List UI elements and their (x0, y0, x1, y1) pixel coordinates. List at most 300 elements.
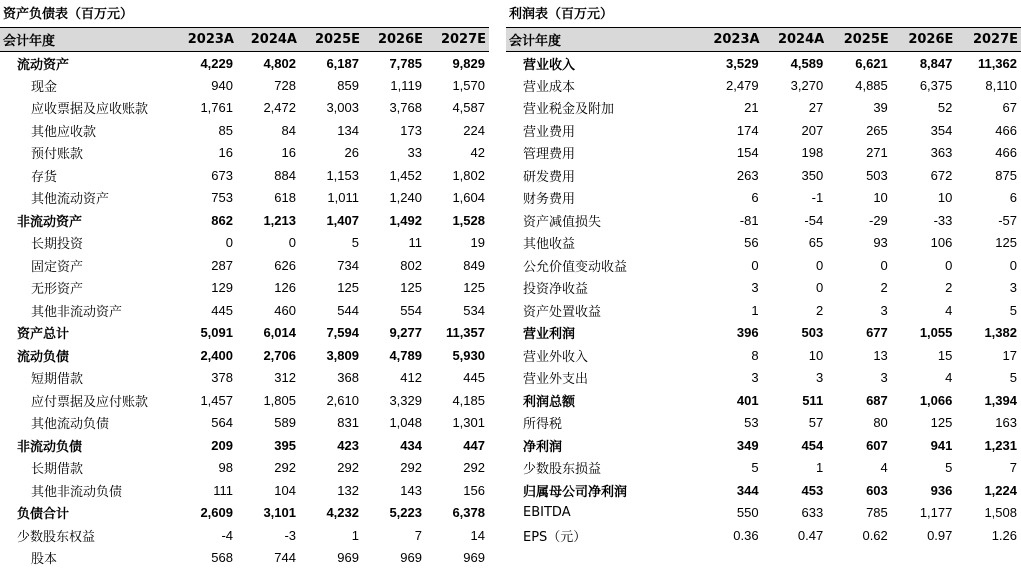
cell-value: 292 (400, 460, 422, 476)
cell-value: 1,301 (452, 415, 485, 431)
cell-value: 263 (736, 167, 759, 183)
cell-value: 98 (218, 460, 233, 476)
row-label: 现金 (31, 79, 58, 95)
cell-value: 56 (744, 235, 759, 251)
cell-value: 2 (945, 280, 953, 296)
cell-value: 3,101 (263, 505, 296, 521)
cell-value: 3 (1009, 280, 1017, 296)
cell-value: 33 (407, 145, 422, 161)
cell-value: 80 (873, 415, 888, 431)
cell-value: 57 (808, 415, 824, 431)
header-year: 2023A (174, 28, 237, 52)
balance-sheet-table (0, 27, 489, 569)
cell-value: 445 (463, 370, 485, 386)
cell-value: 3,768 (389, 100, 422, 116)
cell-value: 534 (463, 302, 485, 318)
cell-value: 802 (400, 257, 422, 273)
cell-value: 466 (995, 122, 1017, 138)
balance-sheet-title: 资产负债表（百万元） (3, 7, 134, 22)
cell-value: 3 (815, 370, 824, 386)
cell-value: 1,802 (452, 167, 485, 183)
cell-value: 287 (211, 257, 233, 273)
cell-value: 13 (873, 347, 888, 363)
cell-value: 1,153 (326, 167, 359, 183)
cell-value: 16 (218, 145, 233, 161)
cell-value: 618 (274, 190, 296, 206)
cell-value: 9,829 (452, 55, 485, 71)
cell-value: 1,224 (984, 482, 1017, 498)
table-row (506, 119, 1021, 142)
cell-value: 15 (937, 347, 953, 363)
cell-value: 6,375 (919, 77, 953, 93)
cell-value: 849 (463, 257, 485, 273)
balance-sheet-header-row (0, 28, 489, 52)
header-year: 2026E (363, 28, 426, 52)
cell-value: 4,587 (452, 100, 485, 116)
cell-value: 785 (866, 505, 888, 521)
cell-value: 3,529 (726, 55, 759, 71)
table-row (506, 164, 1021, 187)
cell-value: 4,232 (326, 505, 359, 521)
row-label: 利润总额 (523, 394, 576, 410)
table-row (506, 299, 1021, 322)
row-label: 营业外收入 (523, 349, 589, 365)
cell-value: 744 (274, 550, 296, 566)
row-label: 其他非流动资产 (31, 304, 123, 320)
cell-value: 544 (337, 302, 359, 318)
row-label: 非流动资产 (17, 214, 83, 230)
cell-value: 503 (866, 167, 888, 183)
cell-value: 104 (274, 482, 296, 498)
row-label: 营业外支出 (523, 372, 589, 388)
row-label: 所得税 (523, 417, 563, 433)
cell-value: 2,479 (726, 77, 759, 93)
cell-value: 423 (337, 437, 359, 453)
row-label: 流动负债 (17, 349, 70, 365)
cell-value: 969 (400, 550, 422, 566)
table-row (0, 412, 489, 435)
table-row (0, 277, 489, 300)
cell-value: 1 (751, 302, 759, 318)
header-year: 2024A (763, 28, 828, 52)
cell-value: 67 (1002, 100, 1017, 116)
cell-value: 395 (274, 437, 296, 453)
table-row (0, 187, 489, 210)
cell-value: 125 (337, 280, 359, 296)
cell-value: 4 (945, 370, 953, 386)
cell-value: 3 (880, 370, 888, 386)
cell-value: 0 (225, 235, 233, 251)
cell-value: 349 (736, 437, 759, 453)
cell-value: 8,110 (985, 77, 1017, 93)
table-row (0, 209, 489, 232)
table-row (506, 97, 1021, 120)
cell-value: 687 (866, 392, 888, 408)
cell-value: 969 (463, 550, 485, 566)
table-row (0, 524, 489, 547)
cell-value: 26 (344, 145, 359, 161)
cell-value: 125 (930, 415, 953, 431)
cell-value: 936 (930, 482, 953, 498)
cell-value: 1,805 (263, 392, 296, 408)
cell-value: 271 (866, 145, 888, 161)
table-row (0, 434, 489, 457)
table-row (506, 52, 1021, 75)
cell-value: 265 (866, 122, 888, 138)
table-row (506, 502, 1021, 525)
row-label: 少数股东权益 (17, 529, 96, 545)
cell-value: 7,785 (389, 55, 422, 71)
cell-value: 6 (751, 190, 759, 206)
table-row (506, 434, 1021, 457)
header-fiscal-year: 会计年度 (506, 28, 698, 52)
header-year: 2025E (827, 28, 892, 52)
table-row (0, 502, 489, 525)
cell-value: 85 (218, 122, 233, 138)
table-row (0, 142, 489, 165)
cell-value: 875 (995, 167, 1017, 183)
cell-value: 312 (274, 370, 296, 386)
cell-value: 5 (351, 235, 359, 251)
cell-value: 1,119 (390, 77, 422, 93)
cell-value: 401 (736, 392, 759, 408)
cell-value: 3 (751, 370, 759, 386)
cell-value: 14 (470, 527, 485, 543)
cell-value: 734 (337, 257, 359, 273)
cell-value: 1 (815, 460, 824, 476)
table-row (0, 119, 489, 142)
cell-value: 862 (211, 212, 233, 228)
row-label: 固定资产 (31, 259, 84, 275)
cell-value: 106 (930, 235, 953, 251)
cell-value: 3,270 (790, 77, 824, 93)
cell-value: 93 (873, 235, 888, 251)
cell-value: 4,802 (263, 55, 296, 71)
row-label: 其他非流动负债 (31, 484, 123, 500)
cell-value: 156 (463, 482, 485, 498)
row-label: 管理费用 (523, 147, 576, 163)
cell-value: 466 (995, 145, 1017, 161)
cell-value: 1,177 (919, 505, 953, 521)
cell-value: 0.62 (862, 527, 888, 543)
cell-value: 2,472 (263, 100, 296, 116)
cell-value: 8 (751, 347, 759, 363)
cell-value: 125 (463, 280, 485, 296)
income-statement-table (506, 27, 1021, 547)
row-label: 应付票据及应付账款 (31, 394, 149, 410)
cell-value: 0 (815, 257, 824, 273)
row-label: 短期借款 (31, 372, 84, 388)
cell-value: 1,407 (326, 212, 359, 228)
row-label: 流动资产 (17, 57, 70, 73)
row-label: 营业成本 (523, 79, 576, 95)
cell-value: 132 (337, 482, 359, 498)
table-row (0, 299, 489, 322)
row-label: 资产处置收益 (523, 304, 602, 320)
cell-value: 1,055 (919, 325, 953, 341)
header-year: 2024A (237, 28, 300, 52)
row-label: 其他应收款 (31, 124, 97, 140)
table-row (506, 389, 1021, 412)
row-label: 长期投资 (31, 237, 84, 253)
cell-value: 940 (211, 77, 233, 93)
table-row (506, 322, 1021, 345)
cell-value: 753 (211, 190, 233, 206)
cell-value: 633 (801, 505, 824, 521)
table-row (506, 277, 1021, 300)
cell-value: 11,362 (977, 55, 1017, 71)
cell-value: 1,011 (327, 190, 359, 206)
cell-value: 344 (736, 482, 759, 498)
row-label: 股本 (31, 552, 58, 568)
cell-value: 224 (463, 122, 485, 138)
table-row (506, 74, 1021, 97)
cell-value: 7 (1009, 460, 1017, 476)
cell-value: 4,885 (855, 77, 888, 93)
row-label: EBITDA (523, 505, 571, 521)
balance-sheet-panel (0, 0, 489, 569)
table-row (0, 389, 489, 412)
cell-value: 5 (751, 460, 759, 476)
row-label: 归属母公司净利润 (523, 484, 628, 500)
row-label: 公允价值变动收益 (523, 259, 628, 275)
table-row (0, 164, 489, 187)
row-label: 财务费用 (523, 192, 576, 208)
table-row (506, 412, 1021, 435)
cell-value: -33 (933, 212, 953, 228)
cell-value: 412 (400, 370, 422, 386)
cell-value: -54 (804, 212, 824, 228)
cell-value: 5 (1009, 370, 1017, 386)
cell-value: 1,452 (389, 167, 422, 183)
cell-value: 453 (801, 482, 824, 498)
cell-value: 5,223 (389, 505, 422, 521)
cell-value: 125 (400, 280, 422, 296)
cell-value: -1 (811, 190, 824, 206)
table-row (506, 142, 1021, 165)
cell-value: 207 (801, 122, 824, 138)
cell-value: 969 (337, 550, 359, 566)
table-row (0, 254, 489, 277)
income-statement-panel (506, 0, 1021, 547)
cell-value: 39 (873, 100, 888, 116)
cell-value: 831 (337, 415, 359, 431)
row-label: EPS（元） (523, 529, 587, 545)
cell-value: 209 (211, 437, 233, 453)
cell-value: 0 (1009, 257, 1017, 273)
cell-value: 7 (414, 527, 422, 543)
cell-value: 672 (930, 167, 953, 183)
cell-value: 564 (211, 415, 233, 431)
cell-value: 6,014 (263, 325, 296, 341)
cell-value: 16 (281, 145, 296, 161)
cell-value: 1 (351, 527, 359, 543)
row-label: 负债合计 (17, 507, 70, 523)
cell-value: 728 (274, 77, 296, 93)
row-label: 其他收益 (523, 237, 576, 253)
cell-value: 163 (995, 415, 1017, 431)
table-row (506, 254, 1021, 277)
cell-value: 445 (211, 302, 233, 318)
cell-value: 673 (211, 167, 233, 183)
cell-value: 27 (808, 100, 824, 116)
cell-value: 3 (880, 302, 888, 318)
cell-value: 52 (937, 100, 953, 116)
cell-value: 396 (736, 325, 759, 341)
cell-value: 3,329 (389, 392, 422, 408)
cell-value: 0 (288, 235, 296, 251)
cell-value: 3 (751, 280, 759, 296)
cell-value: 0.36 (733, 527, 759, 543)
cell-value: 511 (802, 392, 824, 408)
row-label: 营业利润 (523, 327, 576, 343)
cell-value: 434 (400, 437, 422, 453)
cell-value: 1,048 (389, 415, 422, 431)
cell-value: 941 (930, 437, 953, 453)
cell-value: 10 (937, 190, 953, 206)
row-label: 资产减值损失 (523, 214, 602, 230)
cell-value: 503 (801, 325, 824, 341)
cell-value: 111 (213, 482, 233, 498)
cell-value: 292 (463, 460, 485, 476)
header-year: 2023A (698, 28, 763, 52)
cell-value: 363 (930, 145, 953, 161)
table-row (506, 344, 1021, 367)
cell-value: 6,187 (326, 55, 359, 71)
row-label: 少数股东损益 (523, 462, 602, 478)
table-row (506, 367, 1021, 390)
row-label: 营业税金及附加 (523, 102, 615, 118)
row-label: 营业收入 (523, 57, 576, 73)
table-row (0, 322, 489, 345)
cell-value: 134 (337, 122, 359, 138)
cell-value: 2 (880, 280, 888, 296)
header-year: 2026E (892, 28, 957, 52)
cell-value: 7,594 (326, 325, 359, 341)
cell-value: 292 (274, 460, 296, 476)
cell-value: 17 (1002, 347, 1017, 363)
cell-value: 174 (736, 122, 759, 138)
table-row (0, 97, 489, 120)
table-row (0, 344, 489, 367)
cell-value: 1,240 (389, 190, 422, 206)
table-row (0, 367, 489, 390)
row-label: 应收票据及应收账款 (31, 102, 149, 118)
cell-value: 154 (736, 145, 759, 161)
cell-value: 454 (801, 437, 824, 453)
cell-value: 9,277 (389, 325, 422, 341)
cell-value: 5 (945, 460, 953, 476)
cell-value: 2 (815, 302, 824, 318)
income-statement-header-row (506, 28, 1021, 52)
cell-value: 84 (281, 122, 296, 138)
row-label: 营业费用 (523, 124, 576, 140)
row-label: 其他流动资产 (31, 192, 110, 208)
cell-value: 4 (945, 302, 953, 318)
balance-sheet-body (0, 52, 489, 569)
row-label: 无形资产 (31, 282, 84, 298)
cell-value: 2,400 (200, 347, 233, 363)
cell-value: 198 (801, 145, 824, 161)
cell-value: 350 (801, 167, 824, 183)
cell-value: 4,589 (790, 55, 824, 71)
cell-value: 143 (400, 482, 422, 498)
cell-value: 677 (866, 325, 888, 341)
cell-value: 21 (744, 100, 759, 116)
cell-value: 6,378 (452, 505, 485, 521)
cell-value: 2,610 (326, 392, 359, 408)
cell-value: 10 (873, 190, 888, 206)
cell-value: 554 (400, 302, 422, 318)
cell-value: 173 (400, 122, 422, 138)
cell-value: 1,231 (984, 437, 1017, 453)
cell-value: 11,357 (445, 325, 485, 341)
header-fiscal-year: 会计年度 (0, 28, 174, 52)
cell-value: 3,003 (326, 100, 359, 116)
income-statement-title: 利润表（百万元） (509, 7, 614, 22)
header-year: 2027E (956, 28, 1021, 52)
income-statement-body (506, 52, 1021, 547)
cell-value: 1,604 (452, 190, 485, 206)
cell-value: 125 (995, 235, 1017, 251)
cell-value: 1,508 (984, 505, 1017, 521)
table-row (0, 52, 489, 75)
cell-value: 1,457 (200, 392, 233, 408)
cell-value: 129 (211, 280, 233, 296)
cell-value: 5,091 (200, 325, 233, 341)
cell-value: 4,185 (452, 392, 485, 408)
cell-value: 4,229 (200, 55, 233, 71)
cell-value: 42 (470, 145, 485, 161)
cell-value: 603 (866, 482, 888, 498)
cell-value: -81 (739, 212, 759, 228)
cell-value: 6 (1009, 190, 1017, 206)
cell-value: 550 (736, 505, 759, 521)
cell-value: 19 (470, 235, 485, 251)
cell-value: 4 (880, 460, 888, 476)
cell-value: 447 (463, 437, 485, 453)
cell-value: 884 (274, 167, 296, 183)
cell-value: 368 (337, 370, 359, 386)
cell-value: 0.97 (927, 527, 953, 543)
row-label: 净利润 (523, 439, 563, 455)
cell-value: 65 (808, 235, 824, 251)
table-row (506, 232, 1021, 255)
cell-value: 0 (945, 257, 953, 273)
cell-value: 859 (337, 77, 359, 93)
cell-value: 1,492 (389, 212, 422, 228)
row-label: 非流动负债 (17, 439, 83, 455)
row-label: 预付账款 (31, 147, 84, 163)
cell-value: 0 (880, 257, 888, 273)
table-row (0, 457, 489, 480)
table-row (506, 524, 1021, 547)
cell-value: 626 (274, 257, 296, 273)
cell-value: 1,570 (452, 77, 485, 93)
table-row (0, 232, 489, 255)
cell-value: 4,789 (389, 347, 422, 363)
cell-value: 354 (930, 122, 953, 138)
cell-value: 3,809 (326, 347, 359, 363)
cell-value: 11 (408, 235, 422, 251)
cell-value: 126 (274, 280, 296, 296)
cell-value: 8,847 (919, 55, 953, 71)
table-row (0, 479, 489, 502)
table-row (0, 547, 489, 569)
cell-value: 460 (274, 302, 296, 318)
cell-value: 607 (866, 437, 888, 453)
cell-value: 53 (744, 415, 759, 431)
